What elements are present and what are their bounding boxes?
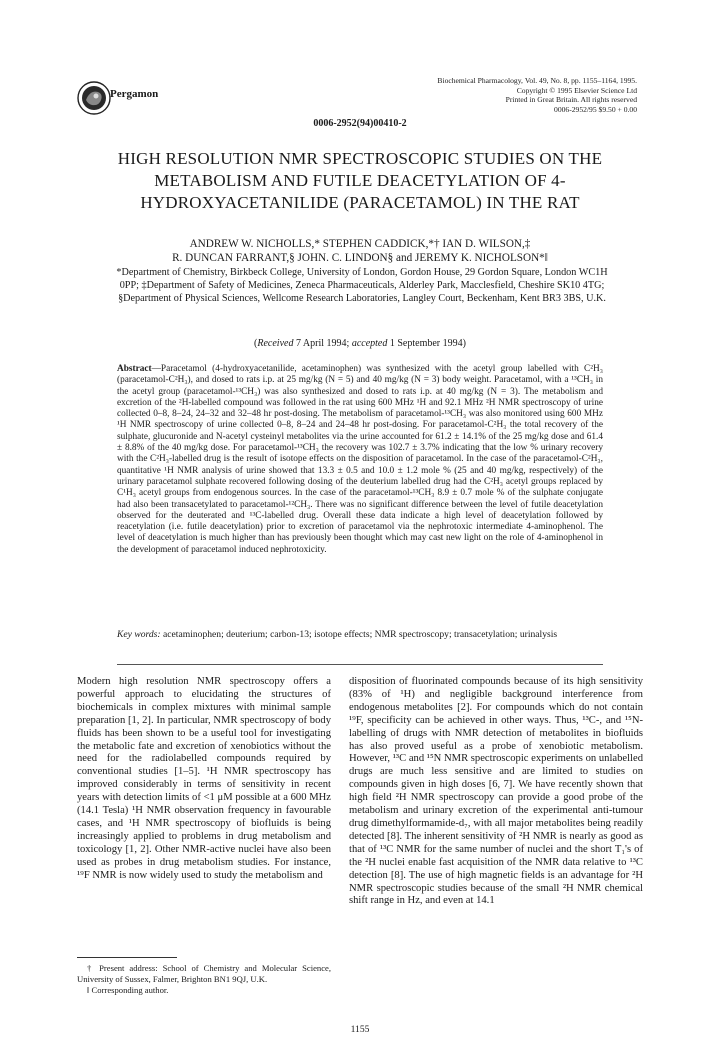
journal-citation: Vol. 49, No. 8, pp. 1155–1164, 1995. (524, 76, 637, 85)
affiliations: *Department of Chemistry, Birkbeck College, University of London, Gordon House, 29 Gordon Square, London WC1H 0PP; ‡Department of Safety of Medicines, Zeneca Pharmaceuticals, Alderley Park, Macclesfield, Cheshire SK10 4TG; §Department of Physical Sciences, Wellcome Research Laboratories, Langley Court, Beckenham, Kent BR3 3BS, U.K. (116, 267, 608, 304)
keywords (117, 629, 603, 641)
pergamon-logo-icon (76, 80, 112, 116)
author-list (100, 237, 620, 265)
pii-code: 0006-2952(94)00410-2 (313, 118, 407, 129)
journal-info (437, 76, 637, 114)
author-line: R. DUNCAN FARRANT,§ JOHN. C. LINDON§ and JEREMY K. NICHOLSON*‖ (172, 252, 548, 264)
author-line: ANDREW W. NICHOLLS,* STEPHEN CADDICK,*† IAN D. WILSON,‡ (189, 238, 531, 250)
keywords-label: Key words: (117, 629, 161, 640)
footnote: † Present address: School of Chemistry and Molecular Science, University of Sussex, Falmer, Brighton BN1 9QJ, U.K. (77, 963, 331, 984)
copyright-line: Copyright © 1995 Elsevier Science Ltd (516, 85, 637, 95)
abstract-label: Abstract (117, 364, 152, 374)
received-dates: (Received 7 April 1994; accepted 1 September 1994) (254, 338, 466, 349)
page-number: 1155 (350, 1024, 370, 1035)
abstract (117, 364, 603, 556)
abstract-text: —Paracetamol (4-hydroxyacetanilide, acetaminophen) was synthesized with the acetyl group labelled with C²H₃ (paracetamol-C²H₃), and dosed to rats i.p. at 25 mg/kg (N = 5) and 40 mg/kg (N = 3) body weight. Paracetamol, with a ¹³CH₃ in the acetyl group (paracetamol-¹³CH₃) was also synthesized and dosed to rats i.p. at 40 mg/kg (N = 3). The metabolism and excretion of the ²H-labelled compound was followed in the rat using 600 MHz ¹H and 92.1 MHz ²H NMR spectroscopy of urine collected 0–8, 8–24, 24–32 and 32–48 hr post-dosing. The metabolism of paracetamol-¹³CH₃ was also monitored using 600 MHz ¹H NMR spectroscopy of urine collected 0–8, 8–24 and 24–48 hr post-dosing. For paracetamol-C²H₃ the total recovery of the sulphate, glucuronide and N-acetyl cysteinyl metabolites via the urine accounted for 61.2 ± 14.1% of the 25 mg/kg dose and 61.4 ± 8.8% of the 40 mg/kg dose. For paracetamol-¹³CH₃ the recovery was 102.7 ± 3.7% indicating that the low % urinary recovery with the C²H₃-labelled drug is the result of isotope effects on the disposition of paracetamol. In the case of the paracetamol-C²H₃, quantitative ¹H NMR analysis of urine showed that 13.3 ± 0.5 and 10.0 ± 1.2 mole % (25 and 40 mg/kg, respectively) of the urinary paracetamol sulphate recovered following dosing of the deuterium labelled drug had the C²H₃ acetyl groups replaced by C¹H₃ acetyl groups from endogenous sources. In the case of the paracetamol-¹³CH₃ 8.9 ± 0.7 mole % of the sulphate conjugate had also been transacetylated to paracetamol-¹²CH₃. There was no significant difference between the level of futile deacetylation observed for the deuterated and ¹³C-labelled drug. Overall these data indicate a high level of deacetylation followed by reacetylation (i.e. futile deacetylation) prior to excretion of paracetamol via the nephrotoxic intermediate 4-aminophenol. The level of deacetylation is much higher than has previously been thought which may cast new light on the role of 4-aminophenol in the development of paracetamol induced nephrotoxicity. (117, 364, 603, 555)
received-label: Received (257, 338, 294, 349)
footnote: ‖ Corresponding author. (87, 985, 169, 996)
printed-line: Printed in Great Britain. All rights reserved (505, 95, 637, 105)
footnotes (77, 963, 331, 997)
accepted-date: 1 September 1994) (389, 338, 466, 349)
section-divider (117, 664, 603, 665)
keywords-text: acetaminophen; deuterium; carbon-13; isotope effects; NMR spectroscopy; transacetylation; urinalysis (163, 629, 558, 640)
body-column-left: Modern high resolution NMR spectroscopy offers a powerful approach to elucidating the structures of biochemicals in complex mixtures with minimal sample preparation [1, 2]. In particular, NMR spectroscopy of body fluids has been shown to be a useful tool for investigating the metabolic fate and excretion of xenobiotics without the need for the radiolabelled compounds required by conventional studies [1–5]. ¹H NMR spectroscopy has improved considerably in terms of sensitivity in recent years with detection limits of <1 μM possible at a 600 MHz (14.1 Tesla) ¹H NMR observation frequency in favourable cases, and ¹H NMR spectroscopy of biofluids is being increasingly applied to problems in drug metabolism and toxicology [1, 2]. Other NMR-active nuclei have also been used as probes in drug metabolism studies. For instance, ¹⁹F NMR is now widely used to study the metabolism and (77, 676, 331, 881)
body-column-right: disposition of fluorinated compounds because of its high sensitivity (83% of ¹H) and negligible background interference from endogenous metabolites [2]. For compounds which do not contain ¹⁹F, specificity can be achieved in other ways. Thus, ¹³C-, and ¹⁵N-labelling of drugs with NMR detection of metabolites in biofluids has also proved useful as a probe of xenobiotic metabolism. However, ¹³C and ¹⁵N NMR spectroscopic experiments on unlabelled drugs are much less sensitive and are limited to studies on compounds given in high doses [6, 7]. We have recently shown that high field ²H NMR spectroscopy can provide a good probe of the metabolism and urinary excretion of the experimental anti-tumour drug dimethylformamide-d₇, with all major metabolites being readily detected [8]. The inherent sensitivity of ²H NMR is nearly as good as that of ¹³C NMR for the same number of nuclei and the short T₁'s of the ²H nuclei enable fast acquisition of the NMR data relative to ¹³C detection [8]. The use of high magnetic fields is an advantage for ²H NMR spectroscopic studies because of the small ²H NMR chemical shift range in Hz, and even at 14.1 (349, 676, 643, 907)
paper-title: HIGH RESOLUTION NMR SPECTROSCOPIC STUDIES ON THE METABOLISM AND FUTILE DEACETYLATION OF 4-HYDROXYACETANILIDE (PARACETAMOL) IN THE RAT (117, 149, 603, 212)
issn-line: 0006-2952/95 $9.50 + 0.00 (554, 104, 637, 114)
footnote-divider (77, 957, 177, 958)
received-date: 7 April 1994; (295, 338, 350, 349)
accepted-label: accepted (351, 338, 388, 349)
journal-name: Biochemical Pharmacology, (437, 76, 523, 85)
publisher-name: Pergamon (110, 88, 159, 100)
